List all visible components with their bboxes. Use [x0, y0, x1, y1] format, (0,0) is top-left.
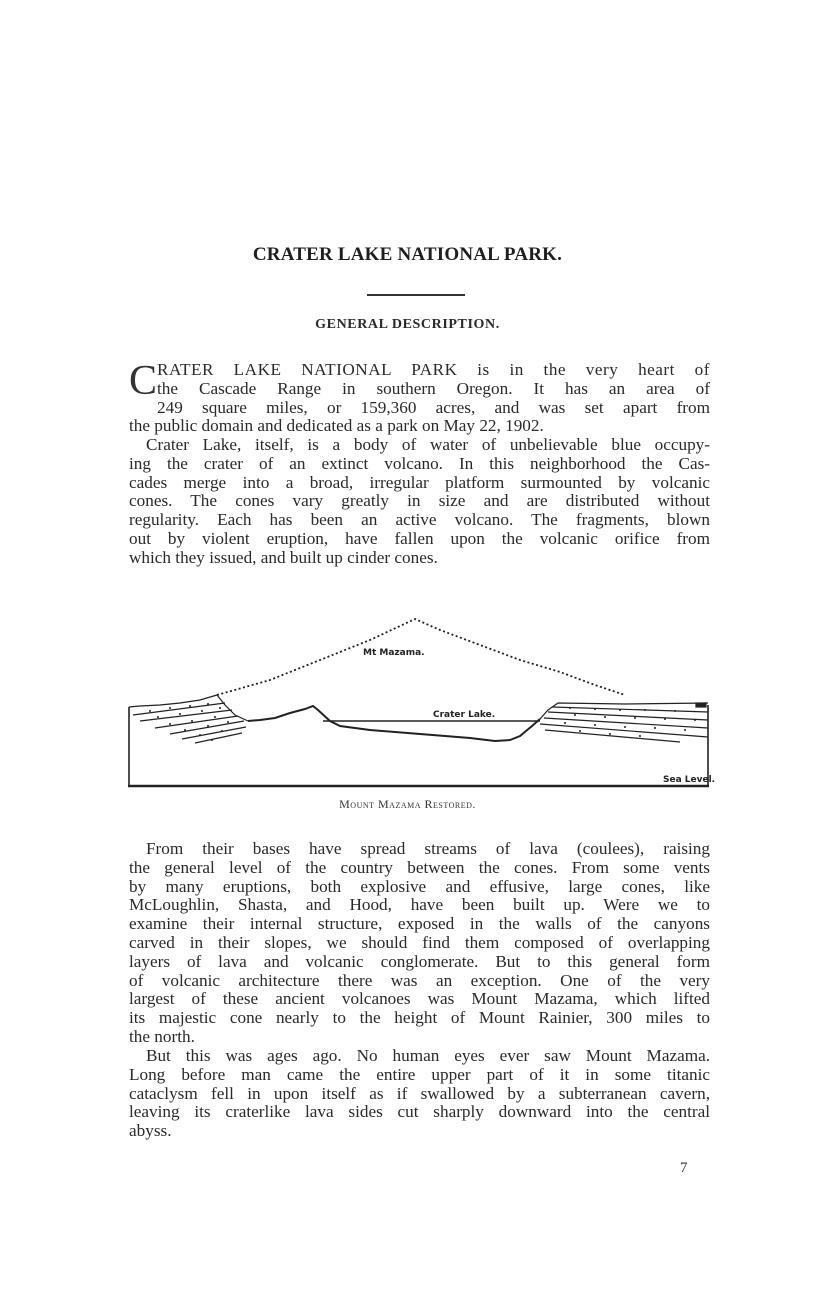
paragraph-1: [129, 358, 710, 436]
paragraph-line: RATER LAKE NATIONAL PARK is in the very heart of: [157, 360, 710, 379]
paragraph-line: Crater Lake, itself, is a body of water of unbelievable blue occupy-: [146, 435, 710, 454]
paragraph-line: its majestic cone nearly to the height of Mount Rainier, 300 miles to: [129, 1008, 710, 1028]
figure-caption: Mount Mazama Restored.: [339, 797, 476, 811]
paragraph-line: the general level of the country between the cones. From some vents: [129, 857, 710, 877]
paragraph-line: out by violent eruption, have fallen upon the volcanic orifice from: [129, 528, 710, 548]
mount-mazama-diagram: [120, 600, 720, 795]
section-heading: GENERAL DESCRIPTION.: [315, 317, 500, 332]
paragraph-3: [129, 840, 710, 1047]
paragraph-line: But this was ages ago. No human eyes ever saw Mount Mazama.: [146, 1046, 710, 1065]
paragraph-line: 249 square miles, or 159,360 acres, and was set apart from: [157, 397, 710, 417]
paragraph-line: cones. The cones vary greatly in size and are distributed without: [129, 491, 710, 511]
page-title: CRATER LAKE NATIONAL PARK.: [252, 244, 563, 265]
label-sea-level: Sea Level.: [663, 775, 716, 785]
paragraph-line: the public domain and dedicated as a park on May 22, 1902.: [129, 416, 544, 436]
paragraph-line: largest of these ancient volcanoes was Mount Mazama, which lifted: [129, 989, 710, 1009]
crater-floor: [248, 706, 540, 741]
paragraph-4: [129, 1047, 710, 1141]
paragraph-line: abyss.: [129, 1121, 172, 1141]
paragraph-line: McLoughlin, Shasta, and Hood, have been built up. Were we to: [129, 895, 710, 915]
paragraph-line: Long before man came the entire upper part of it in some titanic: [129, 1064, 710, 1084]
paragraph-line: regularity. Each has been an active volcano. The fragments, blown: [129, 510, 710, 530]
label-crater-lake: Crater Lake.: [433, 710, 496, 720]
title-rule: [367, 294, 465, 296]
paragraph-line: which they issued, and built up cinder cones.: [129, 547, 438, 567]
paragraph-line: examine their internal structure, exposed in the walls of the canyons: [129, 914, 710, 934]
drop-cap: C: [129, 358, 158, 404]
paragraph-line: of volcanic architecture there was an exception. One of the very: [129, 970, 710, 990]
paragraph-line: the north.: [129, 1026, 195, 1046]
paragraph-line: cataclysm fell in upon itself as if swallowed by a subterranean cavern,: [129, 1083, 710, 1103]
paragraph-line: cades merge into a broad, irregular platform surmounted by volcanic: [129, 472, 710, 492]
paragraph-line: by many eruptions, both explosive and effusive, large cones, like: [129, 876, 710, 896]
label-mt-mazama: Mt Mazama.: [363, 648, 425, 658]
paragraph-line: the Cascade Range in southern Oregon. It has an area of: [157, 378, 710, 398]
page-number: 7: [680, 1160, 688, 1176]
left-rim-dots: [149, 703, 229, 741]
paragraph-line: From their bases have spread streams of lava (coulees), raising: [146, 839, 710, 858]
paragraph-line: leaving its craterlike lava sides cut sharply downward into the central: [129, 1102, 710, 1122]
paragraph-line: ing the crater of an extinct volcano. In this neighborhood the Cas-: [129, 453, 710, 473]
left-rim-strata: [129, 695, 248, 743]
paragraph-line: layers of lava and volcanic conglomerate. But to this general form: [129, 951, 710, 971]
paragraph-2: [129, 436, 710, 568]
paragraph-line: carved in their slopes, we should find them composed of overlapping: [129, 932, 710, 952]
